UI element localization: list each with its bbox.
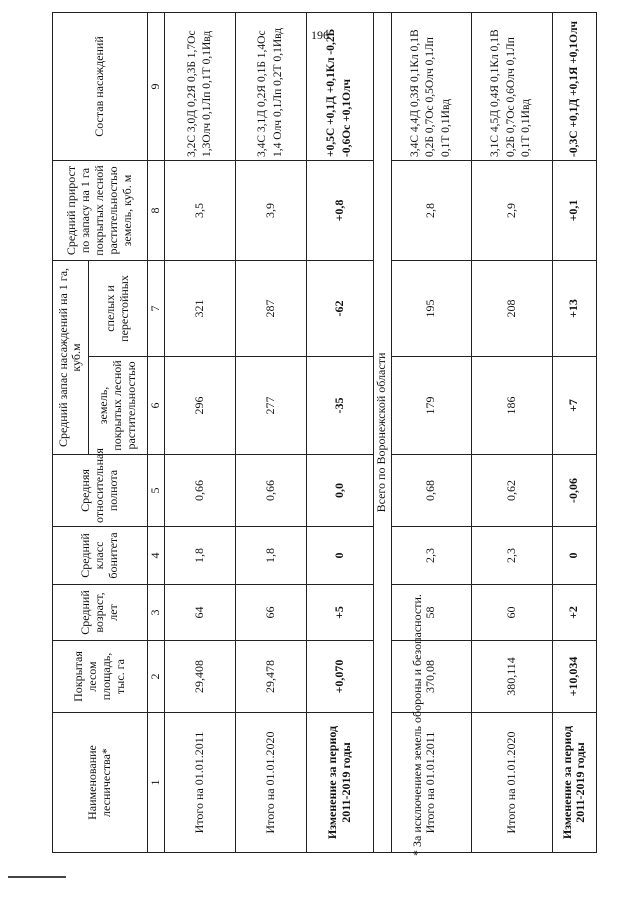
- stock-mature-cell: +13: [552, 260, 596, 356]
- footnote: * За исключением земель обороны и безопасности.: [410, 594, 424, 856]
- header-density: Средняя относительная полнота: [53, 455, 148, 527]
- section-title: Всего по Воронежской области: [373, 12, 391, 852]
- column-number: 5: [147, 455, 165, 527]
- density-cell: 0,66: [236, 455, 307, 527]
- corner-mark: [8, 876, 66, 878]
- column-number: 7: [147, 260, 165, 356]
- column-number: 3: [147, 585, 165, 641]
- stock-mature-cell: 287: [236, 260, 307, 356]
- composition-cell: 3,1С 4,5Д 0,4Я 0,1Кл 0,1В 0,2Б 0,7Ос 0,6Олч 0,1Лп 0,1Т 0,1Ивд: [471, 12, 552, 160]
- column-number: 2: [147, 641, 165, 713]
- row-name: Итого на 01.01.2011: [391, 713, 471, 853]
- bonitet-cell: 2,3: [471, 527, 552, 585]
- growth-cell: 3,9: [236, 160, 307, 260]
- table-row: [471, 12, 552, 852]
- age-cell: 66: [236, 585, 307, 641]
- density-cell: 0,62: [471, 455, 552, 527]
- table-row: [391, 12, 471, 852]
- column-numbers-row: [147, 12, 165, 852]
- row-name: Итого на 01.01.2020: [236, 713, 307, 853]
- header-stock-group: Средний запас насаждений на 1 га, куб.м: [53, 260, 89, 454]
- area-cell: 29,408: [165, 641, 236, 713]
- area-cell: +0,070: [306, 641, 373, 713]
- density-cell: -0,06: [552, 455, 596, 527]
- growth-cell: 2,8: [391, 160, 471, 260]
- composition-cell: +0,5С +0,1Д +0,1Кл -0,2Б -0,6Ос +0,1Олч: [306, 12, 373, 160]
- stock-covered-cell: +7: [552, 357, 596, 455]
- age-cell: 58: [391, 585, 471, 641]
- stock-covered-cell: 179: [391, 357, 471, 455]
- area-cell: 370,08: [391, 641, 471, 713]
- column-number: 1: [147, 713, 165, 853]
- stock-covered-cell: -35: [306, 357, 373, 455]
- stock-mature-cell: 208: [471, 260, 552, 356]
- header-area: Покрытая лесом площадь, тыс. га: [53, 641, 148, 713]
- header-bonitet: Средний класс бонитета: [53, 527, 148, 585]
- age-cell: 60: [471, 585, 552, 641]
- growth-cell: +0,1: [552, 160, 596, 260]
- bonitet-cell: 1,8: [236, 527, 307, 585]
- column-number: 8: [147, 160, 165, 260]
- header-growth: Средний прирост по запасу на 1 га покрытых лесной растительностью земель, куб. м: [53, 160, 148, 260]
- stock-covered-cell: 296: [165, 357, 236, 455]
- column-number: 9: [147, 12, 165, 160]
- bonitet-cell: 1,8: [165, 527, 236, 585]
- composition-cell: -0,3С +0,1Д +0,1Я +0,1Олч: [552, 12, 596, 160]
- density-cell: 0,68: [391, 455, 471, 527]
- stock-mature-cell: 195: [391, 260, 471, 356]
- stock-mature-cell: -62: [306, 260, 373, 356]
- age-cell: 64: [165, 585, 236, 641]
- age-cell: +5: [306, 585, 373, 641]
- area-cell: 29,478: [236, 641, 307, 713]
- row-name: Итого на 01.01.2011: [165, 713, 236, 853]
- bonitet-cell: 2,3: [391, 527, 471, 585]
- column-number: 4: [147, 527, 165, 585]
- table-row: [236, 12, 307, 852]
- density-cell: 0,66: [165, 455, 236, 527]
- table-row: [165, 12, 236, 852]
- header-stock-mature: спелых и перестойных: [88, 260, 147, 356]
- stock-mature-cell: 321: [165, 260, 236, 356]
- composition-cell: 3,4С 4,4Д 0,3Я 0,1Кл 0,1В 0,2Б 0,7Ос 0,5Олч 0,1Лп 0,1Т 0,1Ивд: [391, 12, 471, 160]
- row-name: Итого на 01.01.2020: [471, 713, 552, 853]
- growth-cell: +0,8: [306, 160, 373, 260]
- composition-cell: 3,4С 3,1Д 0,2Я 0,1Б 1,4Ос 1,4 Олч 0,1Лп 0,2Т 0,1Ивд: [236, 12, 307, 160]
- growth-cell: 3,5: [165, 160, 236, 260]
- row-name: Изменение за период 2011-2019 годы: [306, 713, 373, 853]
- section-row: [373, 12, 391, 852]
- rotated-table-container: [52, 13, 597, 853]
- row-name: Изменение за период 2011-2019 годы: [552, 713, 596, 853]
- age-cell: +2: [552, 585, 596, 641]
- table-row-change: [306, 12, 373, 852]
- header-age: Средний возраст, лет: [53, 585, 148, 641]
- stock-covered-cell: 277: [236, 357, 307, 455]
- stock-covered-cell: 186: [471, 357, 552, 455]
- density-cell: 0,0: [306, 455, 373, 527]
- area-cell: +10,034: [552, 641, 596, 713]
- table-row-change: [552, 12, 596, 852]
- bonitet-cell: 0: [552, 527, 596, 585]
- header-composition: Состав насаждений: [53, 12, 148, 160]
- header-stock-covered: земель, покрытых лесной растительностью: [88, 357, 147, 455]
- growth-cell: 2,9: [471, 160, 552, 260]
- forest-stock-table: [52, 12, 597, 853]
- header-forestry: Наименование лесничества*: [53, 713, 148, 853]
- column-number: 6: [147, 357, 165, 455]
- area-cell: 380,114: [471, 641, 552, 713]
- bonitet-cell: 0: [306, 527, 373, 585]
- page-number: 196: [311, 28, 329, 42]
- composition-cell: 3,2С 3,0Д 0,2Я 0,3Б 1,7Ос 1,3Олч 0,1Лп 0,1Т 0,1Ивд: [165, 12, 236, 160]
